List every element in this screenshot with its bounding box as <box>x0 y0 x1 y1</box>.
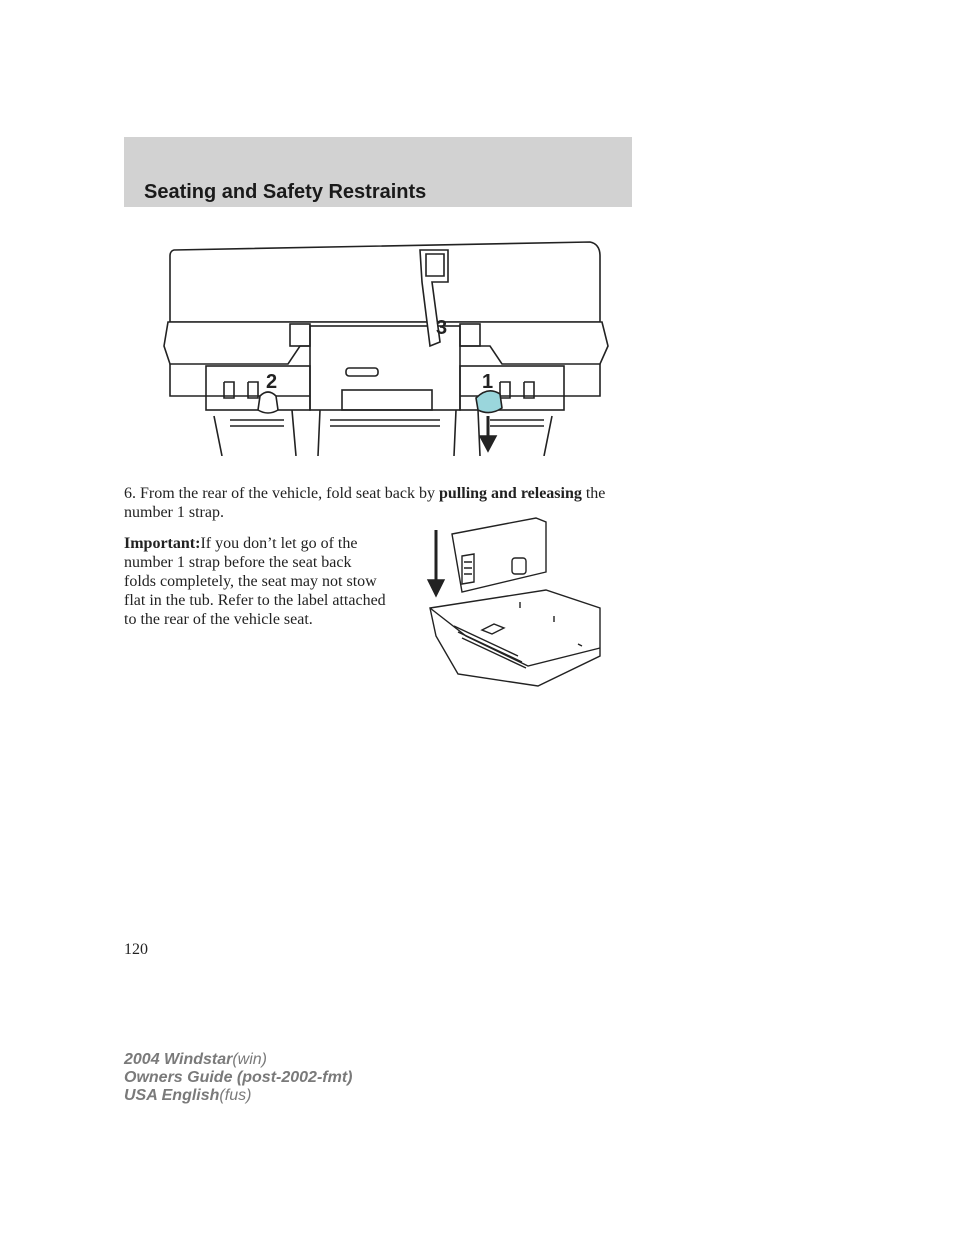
step-6-tail: the number 1 strap. <box>124 485 606 521</box>
footer-language: USA English <box>124 1087 220 1104</box>
seat-folding-illustration <box>418 516 608 696</box>
section-header-bar <box>124 137 632 207</box>
document-footer <box>124 1051 352 1105</box>
page-number: 120 <box>124 941 148 958</box>
step-6-lead: 6. From the rear of the vehicle, fold seat back by <box>124 485 439 502</box>
footer-language-code: (fus) <box>219 1087 252 1104</box>
footer-line-1 <box>124 1051 352 1069</box>
footer-model: 2004 Windstar <box>124 1051 233 1068</box>
footer-line-2 <box>124 1069 352 1087</box>
seat-rear-illustration <box>160 236 610 456</box>
section-title: Seating and Safety Restraints <box>144 181 427 203</box>
important-label: Important: <box>124 535 201 552</box>
label-1: 1 <box>482 371 494 393</box>
step-6-emphasis: pulling and releasing <box>439 485 582 502</box>
label-2: 2 <box>266 371 278 393</box>
important-note <box>124 534 386 629</box>
important-text: If you don’t let go of the number 1 strap before the seat back folds completely, the seat may not stow flat in the tub. Refer to the label attached to the rear of the vehicle seat. <box>124 535 386 628</box>
footer-guide: Owners Guide (post-2002-fmt) <box>124 1069 353 1086</box>
footer-line-3 <box>124 1087 352 1105</box>
label-3: 3 <box>436 317 448 339</box>
footer-model-code: (win) <box>232 1051 268 1068</box>
